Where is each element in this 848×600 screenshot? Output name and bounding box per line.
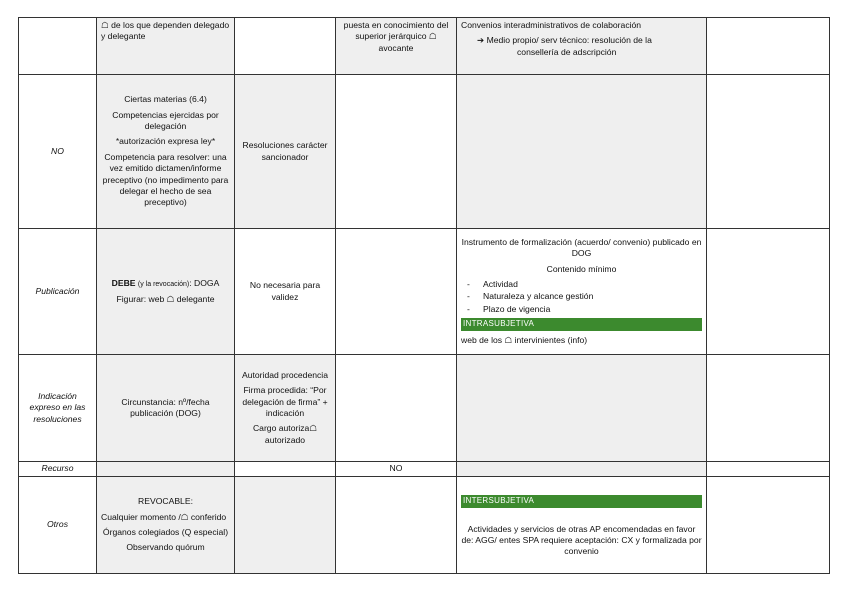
- cell: [336, 75, 457, 229]
- cell-text-small: (y la revocación): [137, 281, 190, 289]
- row-label-cell: [19, 462, 97, 477]
- cell: [457, 355, 707, 462]
- cell-text: Órganos colegiados (Q especial): [102, 527, 229, 537]
- cell: [707, 18, 830, 75]
- table-row: [19, 229, 830, 355]
- cell: [235, 462, 336, 477]
- row-label: Recurso: [41, 463, 74, 474]
- cell: [457, 75, 707, 229]
- cell-text: NO: [389, 463, 403, 474]
- cell-text: Instrumento de formalización (acuerdo/ convenio) publicado en DOG: [461, 237, 702, 259]
- cell: [97, 18, 235, 75]
- row-label-cell: [19, 75, 97, 229]
- cell: [97, 355, 235, 462]
- row-label: Indicación expreso en las resoluciones: [29, 390, 86, 424]
- cell: [235, 355, 336, 462]
- cell-text: Autoridad procedencia: [242, 369, 328, 380]
- cell: [336, 462, 457, 477]
- cell: [97, 229, 235, 355]
- cell: [336, 355, 457, 462]
- arrow-icon: ➔: [477, 35, 485, 46]
- cell-text: Contenido mínimo: [546, 263, 617, 274]
- cell-text: Medio propio/ serv técnico: resolución de la: [486, 35, 652, 46]
- cell-text: ☖ de los que dependen delegado y delegante: [101, 20, 230, 42]
- cell-text: No necesaria para validez: [249, 280, 321, 302]
- highlight-bar: INTERSUBJETIVA: [461, 495, 702, 508]
- cell-text: Circunstancia: nº/fecha publicación (DOG): [121, 396, 210, 418]
- cell-text: *autorización expresa ley*: [115, 136, 216, 147]
- cell-text: REVOCABLE:: [138, 496, 193, 507]
- cell: [235, 477, 336, 574]
- table-row: [19, 462, 830, 477]
- cell-text: Observando quórum: [126, 542, 205, 553]
- cell: [457, 18, 707, 75]
- list-item: - Actividad: [483, 279, 702, 290]
- cell: [336, 477, 457, 574]
- cell-text: Cualquier momento /☖ conferido: [101, 511, 227, 522]
- cell-text: Convenios interadministrativos de colaboración: [461, 20, 642, 30]
- comparison-table: [18, 17, 830, 574]
- cell-text-bold: DEBE: [111, 278, 136, 289]
- row-label-cell: [19, 355, 97, 462]
- cell-text: Competencia para resolver: una vez emitido dictamen/informe preceptivo (no impedimento para delegar el hecho de sea preceptivo): [102, 151, 229, 208]
- cell-text: Actividades y servicios de otras AP encomendadas en favor de: AGG/ entes SPA requiere aceptación: CX y formalizada por convenio: [461, 523, 702, 557]
- table-row: [19, 477, 830, 574]
- row-label-cell: [19, 477, 97, 574]
- cell: [707, 75, 830, 229]
- cell: [336, 229, 457, 355]
- row-label: Otros: [46, 519, 68, 530]
- cell-text: puesta en conocimiento del superior jerárquico ☖ avocante: [343, 20, 449, 53]
- list-item: - Naturaleza y alcance gestión: [483, 291, 702, 302]
- row-label: NO: [51, 145, 64, 156]
- cell-text: Figurar: web ☖ delegante: [116, 293, 215, 304]
- cell: [97, 75, 235, 229]
- cell: [457, 462, 707, 477]
- cell-text: consellería de adscripción: [517, 46, 617, 57]
- cell-text: Firma procedida: “Por delegación de firma” + indicación: [242, 385, 328, 418]
- cell: [235, 18, 336, 75]
- cell: [235, 75, 336, 229]
- cell-text: Resoluciones carácter sancionador: [242, 140, 328, 162]
- list-item: - Plazo de vigencia: [483, 304, 702, 315]
- table-row: [19, 18, 830, 75]
- cell-text: web de los ☖ intervinientes (info): [461, 334, 588, 345]
- table-row: [19, 75, 830, 229]
- row-label: Publicación: [35, 285, 80, 296]
- cell-text: Competencias ejercidas por delegación: [112, 109, 219, 132]
- cell: [707, 229, 830, 355]
- cell-text: Cargo autoriza☖ autorizado: [252, 423, 318, 445]
- cell: [457, 229, 707, 355]
- cell: [707, 355, 830, 462]
- cell: [457, 477, 707, 574]
- cell: [235, 229, 336, 355]
- cell: [707, 477, 830, 574]
- cell: [97, 477, 235, 574]
- highlight-bar: INTRASUBJETIVA: [461, 318, 702, 331]
- cell: [336, 18, 457, 75]
- cell-text: [461, 35, 702, 58]
- cell: [97, 462, 235, 477]
- cell-text: [101, 278, 230, 289]
- table-row: [19, 355, 830, 462]
- row-label-cell: [19, 229, 97, 355]
- cell-text: Ciertas materias (6.4): [124, 94, 207, 105]
- cell-text: : DOGA: [189, 278, 220, 289]
- bullet-list: [461, 279, 702, 315]
- cell: [707, 462, 830, 477]
- row-label-cell: [19, 18, 97, 75]
